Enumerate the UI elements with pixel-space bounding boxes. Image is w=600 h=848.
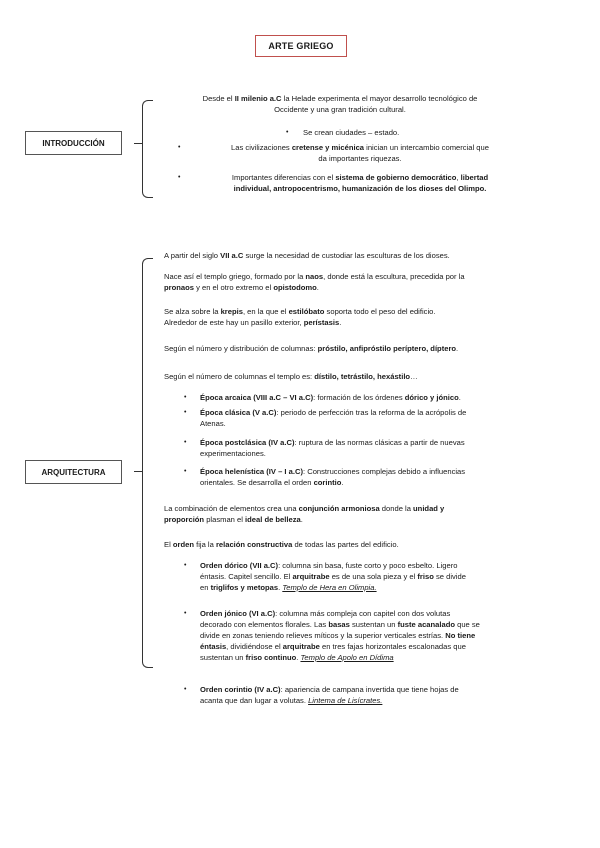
link-lintema[interactable]: Lintema de Lisícrates.	[308, 696, 383, 705]
intro-bullet-1: Se crean ciudades – estado.	[303, 128, 400, 137]
arq-brace-nub	[134, 471, 142, 472]
bullet-icon: •	[178, 144, 181, 151]
bullet-icon: •	[184, 562, 187, 569]
bullet-icon: •	[286, 129, 289, 136]
epoca-arcaica: Época arcaica (VIII a.C – VI a.C): formación de los órdenes dórico y jónico.	[200, 393, 461, 402]
epoca-clasica: Época clásica (V a.C): periodo de perfección tras la reforma de la acrópolis de Atenas.	[200, 408, 467, 428]
link-templo-hera[interactable]: Templo de Hera en Olimpia.	[282, 583, 377, 592]
bullet-icon: •	[184, 686, 187, 693]
arq-line-1: A partir del siglo VII a.C surge la necesidad de custodiar las esculturas de los dioses.	[164, 251, 450, 260]
title-text: ARTE GRIEGO	[268, 41, 334, 51]
intro-bullet-3: Importantes diferencias con el sistema de gobierno democrático, libertad individual, antropocentrismo, humanización de los dioses del Olimpo.	[231, 173, 489, 193]
intro-label-box	[25, 131, 122, 155]
orden-dorico: Orden dórico (VII a.C): columna sin basa, fuste corto y poco esbelto. Ligero éntasis. Capitel sencillo. El arquitrabe es de una sola pieza y el friso se divide en triglifos y metopas. Templo de Hera en Olimpia.	[200, 561, 466, 592]
epoca-postclasica: Época postclásica (IV a.C): ruptura de las normas clásicas a partir de nuevas experimentaciones.	[200, 438, 465, 458]
arq-line-4: Según el número y distribución de columnas: próstilo, anfipróstilo períptero, díptero.	[164, 344, 459, 353]
link-templo-apolo[interactable]: Templo de Apolo en Dídima	[300, 653, 394, 662]
arq-label: ARQUITECTURA	[41, 467, 106, 477]
bullet-icon: •	[184, 468, 187, 475]
bullet-icon: •	[184, 439, 187, 446]
intro-bullet-2: Las civilizaciones cretense y micénica inician un intercambio comercial que da importantes riquezas.	[231, 143, 489, 163]
page-title	[255, 35, 347, 57]
bullet-icon: •	[178, 174, 181, 181]
arq-line-7: El orden fija la relación constructiva de todas las partes del edificio.	[164, 540, 399, 549]
intro-paragraph: Desde el II milenio a.C la Helade experimenta el mayor desarrollo tecnológico de Occidente y una gran tradición cultural.	[202, 94, 478, 114]
bullet-icon: •	[184, 394, 187, 401]
bullet-icon: •	[184, 409, 187, 416]
intro-label: INTRODUCCIÓN	[42, 138, 105, 148]
arq-line-5: Según el número de columnas el templo es: dístilo, tetrástilo, hexástilo…	[164, 372, 418, 381]
arq-label-box	[25, 460, 122, 484]
arq-line-6: La combinación de elementos crea una conjunción armoniosa donde la unidad y proporción plasman el ideal de belleza.	[164, 504, 445, 524]
arq-line-2: Nace así el templo griego, formado por la naos, donde está la escultura, precedida por la pronaos y en el otro extremo el opistodomo.	[164, 272, 465, 292]
bullet-icon: •	[184, 610, 187, 617]
intro-brace-nub	[134, 143, 142, 144]
arq-line-3: Se alza sobre la krepis, en la que el estilóbato soporta todo el peso del edificio. Alrededor de este hay un pasillo exterior, perístasis.	[164, 307, 436, 327]
orden-corintio: Orden corintio (IV a.C): apariencia de campana invertida que tiene hojas de acanta que dan lugar a volutas. Lintema de Lisícrates.	[200, 685, 459, 705]
arq-brace	[142, 258, 153, 668]
epoca-helenistica: Época helenística (IV – I a.C): Construcciones complejas debido a influencias orientales. Se desarrolla el orden corintio.	[200, 467, 466, 487]
orden-jonico: Orden jónico (VI a.C): columna más compleja con capitel con dos volutas decorado con elementos florales. Las basas sustentan un fuste acanalado que se divide en zonas teniendo relieves míticos y la superior verticales estrías. No tiene éntasis, dividiéndose el arquitrabe en tres fajas horizontales escalonadas que sustentan un friso continuo. Templo de Apolo en Dídima	[200, 609, 480, 662]
